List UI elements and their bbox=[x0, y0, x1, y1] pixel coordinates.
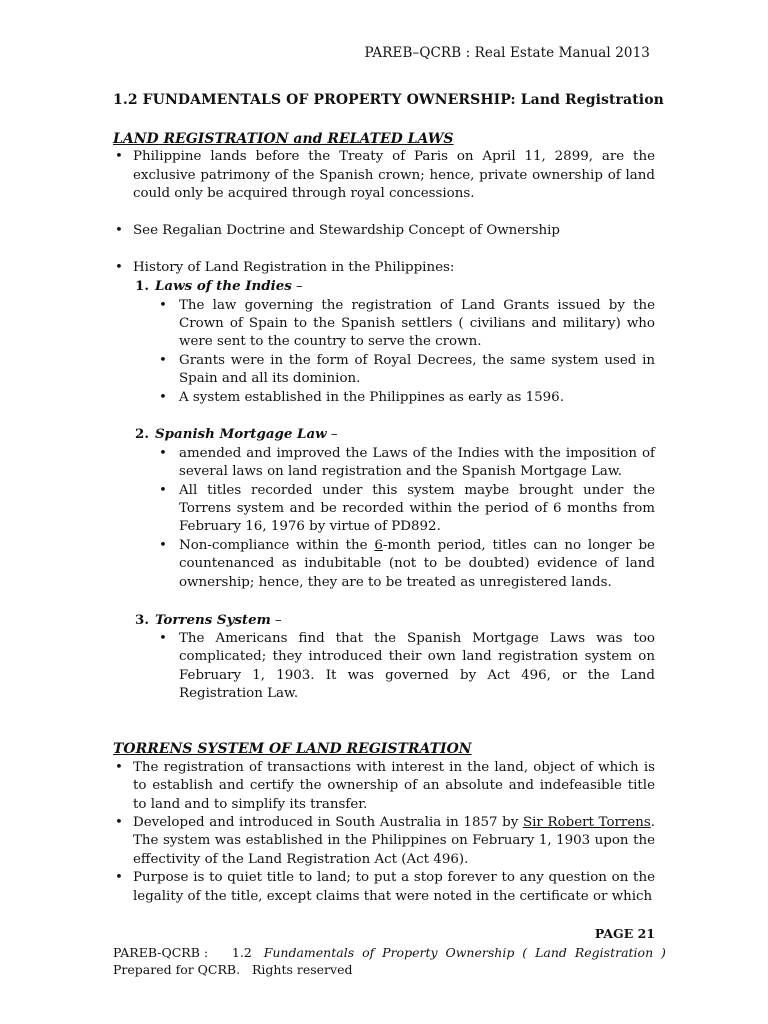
sub-bullet: • amended and improved the Laws of the Indies with the imposition of several laws on land registration and the Spanish Mortgage Law. bbox=[113, 445, 655, 482]
sub-bullet: • Grants were in the form of Royal Decrees, the same system used in Spain and all its dominion. bbox=[113, 352, 655, 389]
text-run: -month period, titles can no longer be countenanced as indubitable (not to be doubted) evidence of land ownership; hence, they are to be treated as unregistered lands. bbox=[179, 537, 655, 590]
footer-italic-text: Fundamentals of Property Ownership ( Land Registration ) bbox=[263, 945, 666, 960]
item-label: Torrens System bbox=[155, 611, 271, 628]
text-run: Developed and introduced in South Australia in 1857 by bbox=[133, 814, 523, 830]
item-number: 3. bbox=[135, 611, 149, 628]
numbered-item-spanish-mortgage-law bbox=[113, 425, 655, 444]
footer-text: PAREB-QCRB : 1.2 bbox=[113, 945, 264, 960]
numbered-item-laws-of-indies bbox=[113, 277, 655, 296]
item-number: 1. bbox=[135, 278, 149, 295]
item-number: 2. bbox=[135, 426, 149, 443]
footer-rights: Prepared for QCRB. Rights reserved bbox=[113, 962, 353, 977]
bullet-history: • History of Land Registration in the Philippines: bbox=[113, 259, 655, 277]
item-dash: – bbox=[326, 427, 338, 443]
numbered-item-torrens-system bbox=[113, 611, 655, 630]
sub-bullet: • A system established in the Philippines as early as 1596. bbox=[113, 389, 655, 407]
section-heading-land-registration: LAND REGISTRATION and RELATED LAWS bbox=[113, 131, 454, 147]
underlined-text: 6 bbox=[374, 537, 383, 553]
item-label: Laws of the Indies bbox=[155, 278, 292, 295]
bullet-registration-transactions: • The registration of transactions with interest in the land, object of which is to establish and certify the ownership of an absolute and indefeasible title to land and to simplify its transfer. bbox=[113, 759, 655, 814]
section-heading-torrens: TORRENS SYSTEM OF LAND REGISTRATION bbox=[113, 741, 472, 758]
footer-line bbox=[113, 944, 666, 961]
text-run: . The system was established in the Philippines on February 1, 1903 upon the effectivity of the Land Registration Act (Act 496). bbox=[133, 814, 656, 867]
page-title: 1.2 FUNDAMENTALS OF PROPERTY OWNERSHIP: Land Registration bbox=[113, 92, 664, 108]
bullet-treaty-of-paris: • Philippine lands before the Treaty of Paris on April 11, 2899, are the exclusive patrimony of the Spanish crown; hence, private ownership of land could only be acquired through royal concessions. bbox=[113, 148, 655, 203]
underlined-text: Sir Robert Torrens bbox=[522, 814, 651, 830]
bullet-developed-south-australia bbox=[113, 814, 655, 869]
running-header: PAREB–QCRB : Real Estate Manual 2013 bbox=[364, 45, 650, 61]
sub-bullet bbox=[113, 537, 655, 592]
bullet-regalian-doctrine: • See Regalian Doctrine and Stewardship Concept of Ownership bbox=[113, 222, 655, 240]
item-dash: – bbox=[291, 279, 303, 295]
sub-bullet: • All titles recorded under this system maybe brought under the Torrens system and be recorded within the period of 6 months from February 16, 1976 by virtue of PD892. bbox=[113, 482, 655, 537]
sub-bullet: • The law governing the registration of Land Grants issued by the Crown of Spain to the Spanish settlers ( civilians and military) who were sent to the country to serve the crown. bbox=[113, 297, 655, 352]
item-dash: – bbox=[270, 612, 282, 628]
item-label: Spanish Mortgage Law bbox=[155, 426, 327, 443]
page-number: PAGE 21 bbox=[594, 926, 655, 941]
bullet-purpose: • Purpose is to quiet title to land; to put a stop forever to any question on the legality of the title, except claims that were noted in the certificate or which bbox=[113, 869, 655, 906]
text-run: Non-compliance within the bbox=[179, 537, 375, 553]
sub-bullet: • The Americans find that the Spanish Mortgage Laws was too complicated; they introduced their own land registration system on February 1, 1903. It was governed by Act 496, or the Land Registration Law. bbox=[113, 630, 655, 704]
main-content bbox=[113, 130, 655, 906]
